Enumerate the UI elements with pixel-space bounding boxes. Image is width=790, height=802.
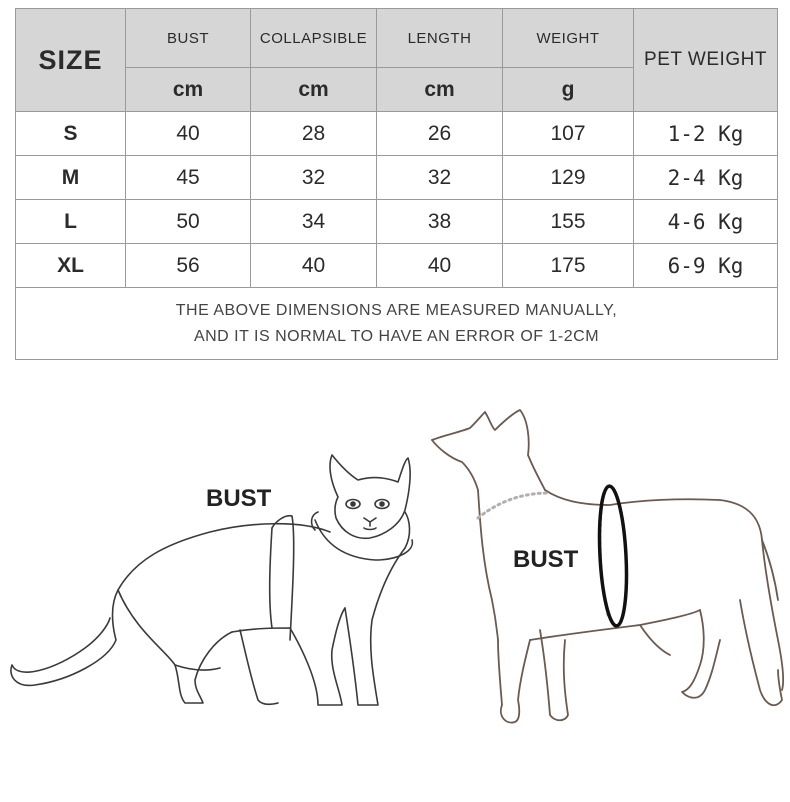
weight-cell: 129 — [503, 156, 634, 200]
column-header-weight: WEIGHT — [503, 9, 634, 68]
unit-bust: cm — [126, 68, 251, 112]
note-line-1: THE ABOVE DIMENSIONS ARE MEASURED MANUALLY, — [175, 301, 618, 319]
size-header: SIZE — [16, 9, 126, 112]
note-line-2: AND IT IS NORMAL TO HAVE AN ERROR OF 1-2CM — [193, 327, 600, 345]
column-header-collapsible: COLLAPSIBLE — [251, 9, 377, 68]
size-cell: XL — [16, 244, 126, 288]
collapsible-cell: 40 — [251, 244, 377, 288]
length-cell: 26 — [377, 112, 503, 156]
bust-cell: 56 — [126, 244, 251, 288]
pet-weight-header: PET WEIGHT — [634, 9, 778, 112]
bust-strap-dog — [596, 485, 629, 626]
unit-weight: g — [503, 68, 634, 112]
pet-weight-cell: 4-6 Kg — [634, 200, 778, 244]
collapsible-cell: 28 — [251, 112, 377, 156]
column-header-length: LENGTH — [377, 9, 503, 68]
bust-cell: 40 — [126, 112, 251, 156]
length-cell: 38 — [377, 200, 503, 244]
dog-illustration — [432, 410, 783, 723]
weight-cell: 155 — [503, 200, 634, 244]
size-cell: S — [16, 112, 126, 156]
length-cell: 32 — [377, 156, 503, 200]
pet-weight-cell: 2-4 Kg — [634, 156, 778, 200]
bust-cell: 45 — [126, 156, 251, 200]
collapsible-cell: 34 — [251, 200, 377, 244]
unit-collapsible: cm — [251, 68, 377, 112]
cat-bust-label: BUST — [206, 485, 272, 512]
bust-cell: 50 — [126, 200, 251, 244]
dog-bust-label: BUST — [513, 546, 579, 573]
size-cell: L — [16, 200, 126, 244]
length-cell: 40 — [377, 244, 503, 288]
pet-weight-cell: 1-2 Kg — [634, 112, 778, 156]
collapsible-cell: 32 — [251, 156, 377, 200]
pet-weight-cell: 6-9 Kg — [634, 244, 778, 288]
weight-cell: 175 — [503, 244, 634, 288]
unit-length: cm — [377, 68, 503, 112]
weight-cell: 107 — [503, 112, 634, 156]
size-cell: M — [16, 156, 126, 200]
column-header-bust: BUST — [126, 9, 251, 68]
